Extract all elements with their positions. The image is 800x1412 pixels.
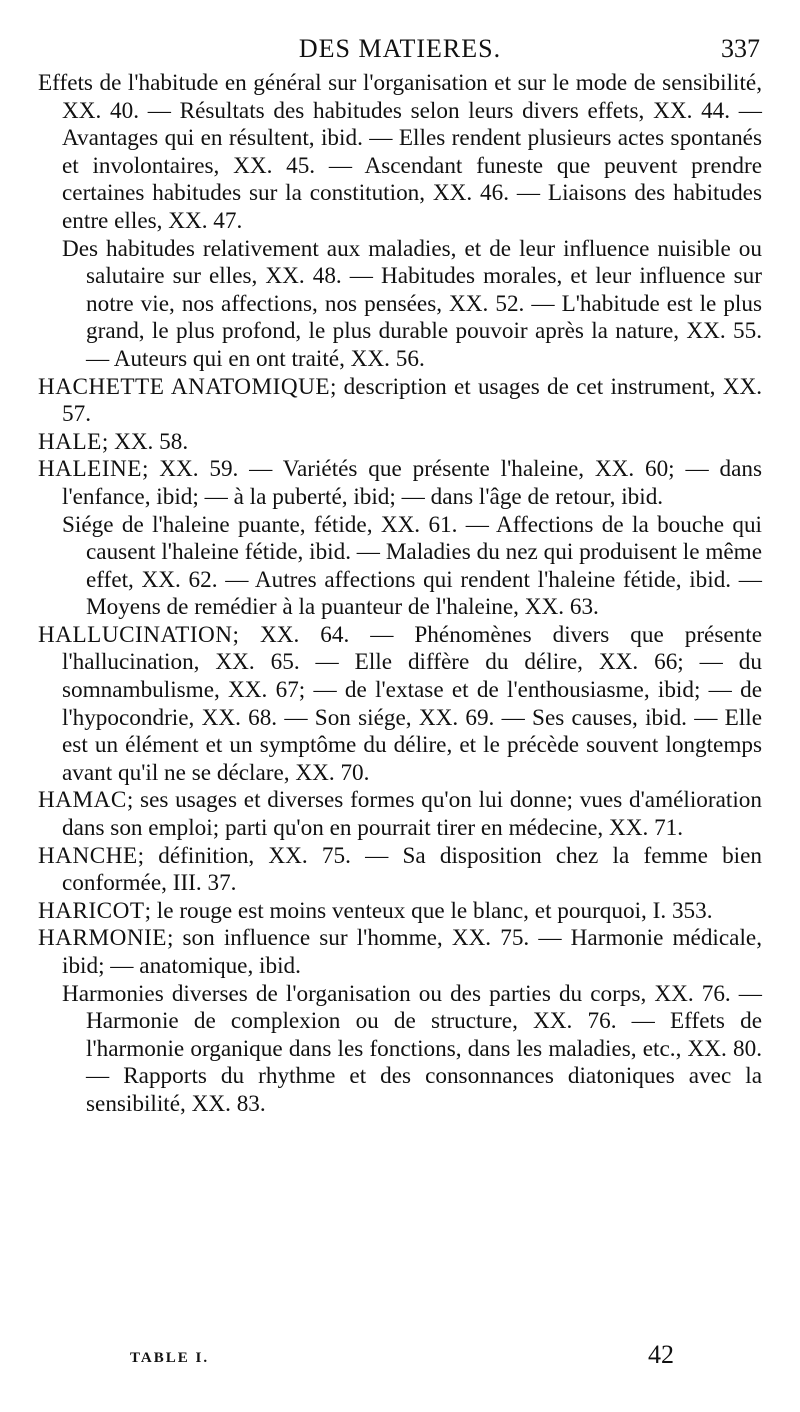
entry-head: HARMONIE bbox=[38, 925, 167, 952]
entry-text: ; son influence sur l'homme, XX. 75. — Harmonie médicale, ibid; — anatomique, ibid. bbox=[62, 925, 762, 979]
index-entry bbox=[38, 70, 762, 236]
index-entry bbox=[38, 843, 762, 898]
page-number: 337 bbox=[721, 34, 760, 63]
index-entries bbox=[38, 70, 762, 1119]
entry-head: HARICOT bbox=[38, 897, 145, 924]
entry-text: ; définition, XX. 75. — Sa disposition chez la femme bien conformée, III. 37. bbox=[62, 842, 762, 897]
entry-head: HAMAC bbox=[38, 787, 127, 814]
entry-text: Effets de l'habitude en général sur l'organisation et sur le mode de sensibilité, XX. 40. — Résultats des habitudes selon leurs divers effets, XX. 44. — Avantages qui en résultent, ibid. — Elles rendent plusieurs actes spontanés et involontaires, XX. 45. — Ascendant funeste que peuvent prendre certaines habitudes sur la constitution, XX. 46. — Liaisons des habitudes entre elles, XX. 47. bbox=[38, 70, 762, 234]
entry-text: ; XX. 59. — Variétés que présente l'haleine, XX. 60; — dans l'enfance, ibid; — à la puberté, ibid; — dans l'âge de retour, ibid. bbox=[62, 456, 762, 510]
entry-head: HALE bbox=[38, 428, 102, 455]
page-footer bbox=[38, 1336, 762, 1376]
page-header bbox=[38, 30, 762, 70]
index-entry bbox=[38, 622, 762, 788]
entry-text: Des habitudes relativement aux maladies, et de leur influence nuisible ou salutaire sur elles, XX. 48. — Habitudes morales, et leur influence sur notre vie, nos affections, nos pensées, XX. 52. — L'habitude est le plus grand, le plus profond, le plus durable pouvoir après la nature, XX. 55. — Auteurs qui en ont traité, XX. 56. bbox=[62, 235, 762, 372]
index-entry bbox=[38, 374, 762, 429]
index-entry bbox=[38, 898, 762, 926]
index-entry bbox=[38, 429, 762, 457]
entry-text: ; XX. 64. — Phénomènes divers que présente l'hallucination, XX. 65. — Elle diffère du délire, XX. 66; — du somnambulisme, XX. 67; — de l'extase et de l'enthousiasme, ibid; — de l'hypocondrie, XX. 68. — Son siége, XX. 69. — Ses causes, ibid. — Elle est un élément et un symptôme du délire, et le précède souvent longtemps avant qu'il ne se déclare, XX. 70. bbox=[62, 621, 762, 786]
sheet-number: 42 bbox=[648, 1340, 674, 1369]
entry-head: HACHETTE ANATOMIQUE bbox=[38, 373, 330, 400]
entry-text: ; description et usages de cet instrument, XX. 57. bbox=[62, 373, 762, 428]
entry-text: ; ses usages et diverses formes qu'on lui donne; vues d'amélioration dans son emploi; parti qu'on en pourrait tirer en médecine, XX. 71. bbox=[62, 787, 762, 842]
index-subentry bbox=[38, 981, 762, 1119]
index-subentry bbox=[38, 512, 762, 622]
entry-text: Harmonies diverses de l'organisation ou des parties du corps, XX. 76. — Harmonie de complexion ou de structure, XX. 76. — Effets de l'harmonie organique dans les fonctions, dans les maladies, etc., XX. 80. — Rapports du rhythme et des consonnances diatoniques avec la sensibilité, XX. 83. bbox=[62, 980, 762, 1117]
entry-head: HALEINE bbox=[38, 456, 142, 483]
index-page bbox=[38, 30, 762, 1390]
index-entry bbox=[38, 456, 762, 511]
index-subentry bbox=[38, 236, 762, 374]
index-entry bbox=[38, 787, 762, 842]
index-entry bbox=[38, 925, 762, 980]
entry-text: Siége de l'haleine puante, fétide, XX. 61. — Affections de la bouche qui causent l'haleine fétide, ibid. — Maladies du nez qui produisent le même effet, XX. 62. — Autres affections qui rendent l'haleine fétide, ibid. — Moyens de remédier à la puanteur de l'haleine, XX. 63. bbox=[62, 511, 762, 621]
running-title: DES MATIERES. bbox=[298, 34, 502, 63]
signature-mark: TABLE I. bbox=[130, 1350, 210, 1366]
entry-text: ; le rouge est moins venteux que le blanc, et pourquoi, I. 353. bbox=[144, 897, 713, 924]
entry-head: HALLUCINATION bbox=[38, 621, 233, 648]
entry-text: ; XX. 58. bbox=[101, 428, 189, 455]
entry-head: HANCHE bbox=[38, 842, 138, 869]
